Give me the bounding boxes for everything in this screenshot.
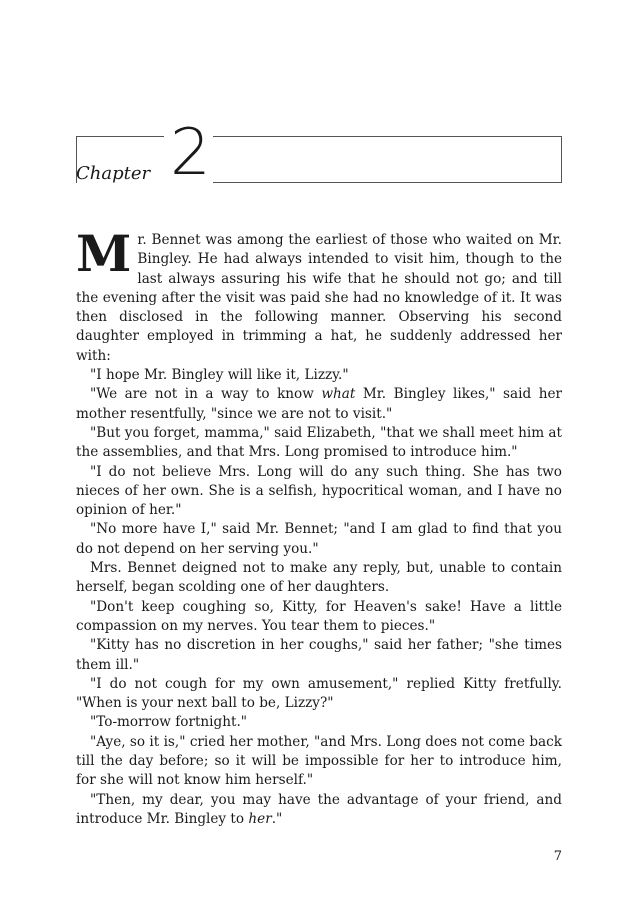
- paragraph-text: "But you forget, mamma," said Elizabeth, "that we shall meet him at the assemblies, and that Mrs. Long promised to introduce him.": [76, 424, 562, 461]
- paragraph-text: .": [271, 810, 283, 827]
- paragraph: [76, 791, 562, 830]
- paragraph: [76, 463, 562, 521]
- paragraph-text: "Aye, so it is," cried her mother, "and Mrs. Long does not come back till the day before; so it will be impossible for her to introduce him, for she will not know him herself.": [76, 733, 562, 789]
- emphasis-text: her: [248, 810, 272, 827]
- emphasis-text: what: [321, 386, 356, 403]
- heading-rule-top-right: [213, 136, 562, 137]
- paragraph-text: "Kitty has no discretion in her coughs," said her father; "she times them ill.": [76, 637, 562, 673]
- paragraph: [76, 366, 562, 385]
- paragraph-text: "We are not in a way to know: [90, 386, 322, 403]
- heading-rule-top-left: [76, 136, 164, 137]
- paragraph-text: "Don't keep coughing so, Kitty, for Heaven's sake! Have a little compassion on my nerves. You tear them to pieces.": [76, 598, 562, 634]
- paragraph: [76, 520, 562, 559]
- chapter-body: [76, 224, 563, 829]
- paragraph: [76, 598, 562, 637]
- drop-cap: M: [76, 224, 132, 283]
- paragraph-text: "I do not cough for my own amusement," replied Kitty fretfully. "When is your next ball to be, Lizzy?": [76, 675, 562, 712]
- chapter-number: 2: [170, 116, 210, 190]
- chapter-heading: [76, 116, 562, 190]
- paragraph-text: "Then, my dear, you may have the advantage of your friend, and introduce Mr. Bingley to: [76, 791, 562, 827]
- paragraph-text: "No more have I," said Mr. Bennet; "and I am glad to find that you do not depend on her serving you.": [76, 521, 562, 557]
- heading-rule-bottom-right: [213, 182, 562, 183]
- paragraph: [76, 224, 562, 366]
- paragraph-text: "To-morrow fortnight.": [90, 714, 248, 731]
- page-number: 7: [553, 849, 562, 864]
- paragraph: [76, 733, 562, 791]
- paragraph: [76, 559, 562, 598]
- paragraph: [76, 713, 562, 732]
- paragraph-text: r. Bennet was among the earliest of those who waited on Mr. Bingley. He had always intended to visit him, though to the last always assuring his wife that he should not go; and till the evening after the visit was paid she had no knowledge of it. It was then disclosed in the following manner. Observing his second daughter employed in trimming a hat, he suddenly addressed her with:: [76, 232, 562, 364]
- paragraph-text: "I hope Mr. Bingley will like it, Lizzy.": [90, 367, 349, 384]
- paragraph-text: Mr. Bingley likes," said her mother resentfully, "since we are not to visit.": [76, 386, 563, 422]
- chapter-label: Chapter: [76, 163, 151, 184]
- paragraph-text: Mrs. Bennet deigned not to make any reply, but, unable to contain herself, began scolding one of her daughters.: [76, 560, 562, 596]
- paragraph: [76, 675, 562, 714]
- paragraph: [76, 385, 562, 424]
- paragraph-text: "I do not believe Mrs. Long will do any such thing. She has two nieces of her own. She is a selfish, hypocritical woman, and I have no opinion of her.": [76, 463, 562, 519]
- heading-rule-right: [561, 136, 562, 182]
- paragraph: [76, 424, 562, 463]
- paragraph: [76, 636, 562, 675]
